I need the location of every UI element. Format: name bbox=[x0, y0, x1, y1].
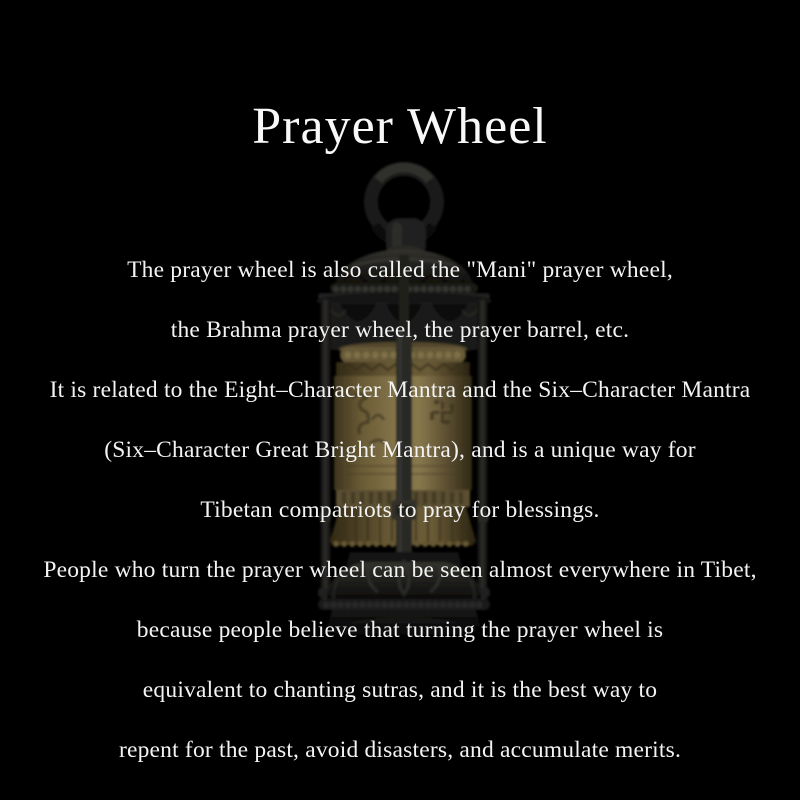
body-line-2: the Brahma prayer wheel, the prayer barrel, etc. bbox=[170, 317, 630, 343]
body-line-9: repent for the past, avoid disasters, and accumulate merits. bbox=[118, 737, 682, 763]
body-line-5: Tibetan compatriots to pray for blessings. bbox=[200, 497, 600, 523]
body-line-3: It is related to the Eight–Character Mantra and the Six–Character Mantra bbox=[49, 377, 751, 403]
page-title: Prayer Wheel bbox=[252, 98, 548, 155]
body-line-4: (Six–Character Great Bright Mantra), and is a unique way for bbox=[104, 437, 696, 463]
body-line-8: equivalent to chanting sutras, and it is the best way to bbox=[142, 677, 658, 703]
body-line-7: because people believe that turning the prayer wheel is bbox=[136, 617, 664, 643]
body-line-6: People who turn the prayer wheel can be seen almost everywhere in Tibet, bbox=[43, 557, 757, 583]
body-line-1: The prayer wheel is also called the "Mani" prayer wheel, bbox=[127, 257, 673, 283]
body-text bbox=[0, 240, 800, 780]
